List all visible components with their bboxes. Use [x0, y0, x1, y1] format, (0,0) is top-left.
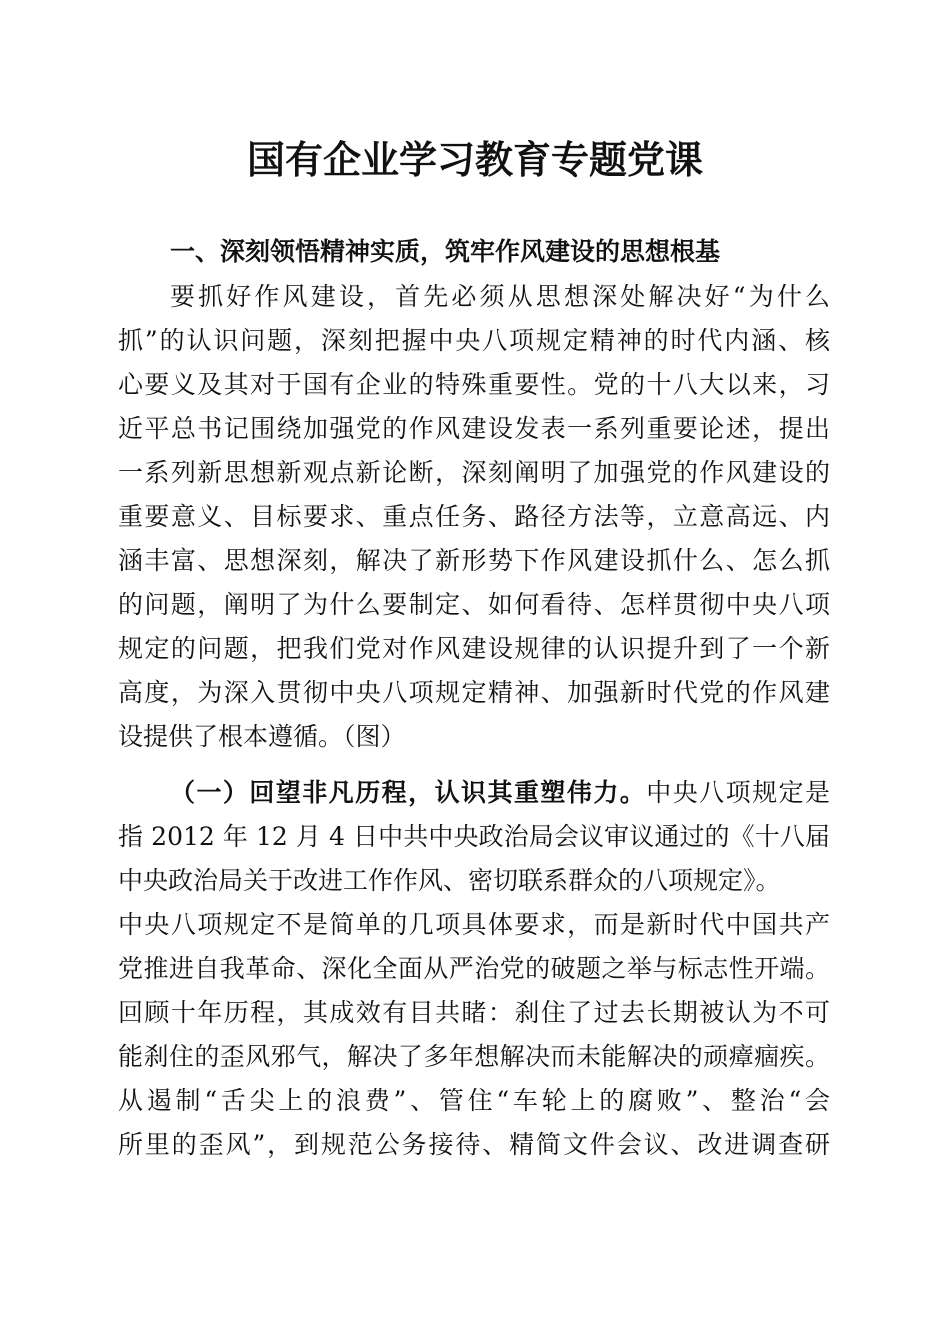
paragraph-first-line — [118, 771, 830, 815]
paragraph-line: 能刹住的歪风邪气，解决了多年想解决而未能解决的顽瘴痼疾。 — [118, 1042, 830, 1071]
section-heading: 一、深刻领悟精神实质，筑牢作风建设的思想根基 — [170, 237, 721, 266]
paragraph-line: 一系列新思想新观点新论断，深刻阐明了加强党的作风建设的 — [118, 458, 830, 487]
paragraph-line: 重要意义、目标要求、重点任务、路径方法等，立意高远、内 — [118, 502, 830, 531]
paragraph-line-rest: 中央八项规定是 — [646, 778, 830, 807]
paragraph-line: 心要义及其对于国有企业的特殊重要性。党的十八大以来，习 — [118, 370, 830, 399]
subsection-lead: （一）回望非凡历程，认识其重塑伟力。 — [170, 778, 647, 807]
paragraph-line: 要抓好作风建设，首先必须从思想深处解决好“为什么 — [170, 282, 830, 311]
paragraph-line: 规定的问题，把我们党对作风建设规律的认识提升到了一个新 — [118, 634, 830, 663]
paragraph-line: 所里的歪风”，到规范公务接待、精简文件会议、改进调查研 — [118, 1130, 830, 1159]
paragraph-line: 抓”的认识问题，深刻把握中央八项规定精神的时代内涵、核 — [118, 326, 830, 355]
paragraph-line: 中央政治局关于改进工作作风、密切联系群众的八项规定》。 — [118, 866, 781, 895]
paragraph-line: 回顾十年历程，其成效有目共睹：刹住了过去长期被认为不可 — [118, 998, 830, 1027]
paragraph-line: 指 2012 年 12 月 4 日中共中央政治局会议审议通过的《十八届 — [118, 822, 830, 851]
paragraph-line: 党推进自我革命、深化全面从严治党的破题之举与标志性开端。 — [118, 954, 830, 983]
paragraph-line: 从遏制“舌尖上的浪费”、管住“车轮上的腐败”、整治“会 — [118, 1086, 830, 1115]
document-title: 国有企业学习教育专题党课 — [246, 137, 703, 182]
paragraph-line: 设提供了根本遵循。（图） — [118, 722, 406, 751]
paragraph-1 — [118, 275, 830, 759]
paragraph-2 — [118, 771, 830, 1167]
paragraph-line: 的问题，阐明了为什么要制定、如何看待、怎样贯彻中央八项 — [118, 590, 830, 619]
paragraph-line: 涵丰富、思想深刻，解决了新形势下作风建设抓什么、怎么抓 — [118, 546, 830, 575]
paragraph-line: 中央八项规定不是简单的几项具体要求，而是新时代中国共产 — [118, 910, 830, 939]
paragraph-line: 近平总书记围绕加强党的作风建设发表一系列重要论述，提出 — [118, 414, 830, 443]
paragraph-line: 高度，为深入贯彻中央八项规定精神、加强新时代党的作风建 — [118, 678, 830, 707]
